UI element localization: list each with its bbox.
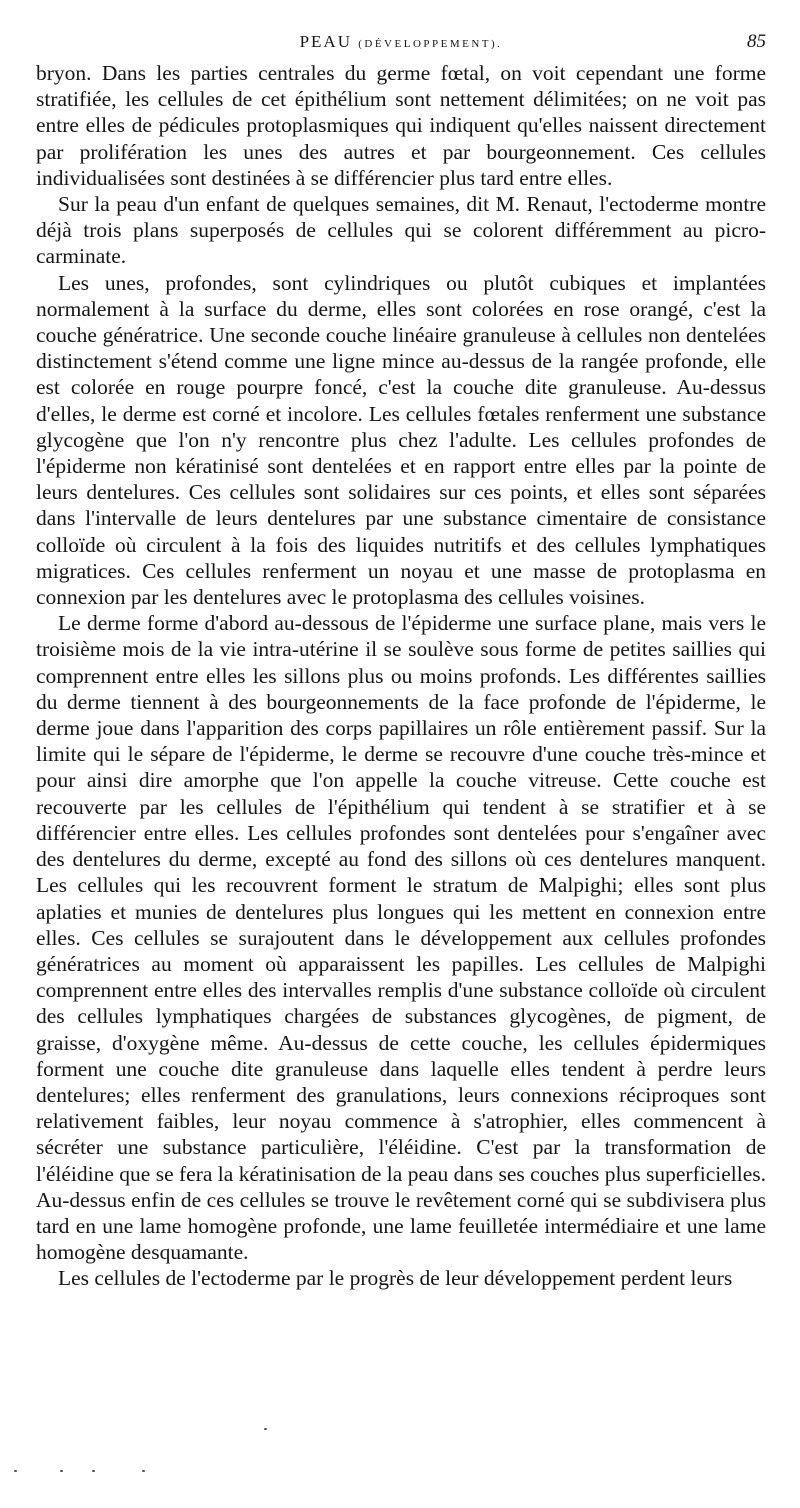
running-title bbox=[36, 32, 766, 52]
paragraph: Sur la peau d'un enfant de quelques semaines, dit M. Renaut, l'ectoderme montre déjà trois plans superposés de cellules qui se colorent différemment au picro-carminate. bbox=[36, 192, 766, 269]
page-number: 85 bbox=[747, 31, 766, 52]
print-speck bbox=[264, 1428, 267, 1430]
print-speck bbox=[92, 1470, 95, 1472]
print-speck bbox=[142, 1470, 145, 1472]
paragraph-continued: bryon. Dans les parties centrales du germe fœtal, on voit cependant une forme stratifiée, les cellules de cet épithélium sont nettement délimitées; on ne voit pas entre elles de pédicules protoplasmiques qui indiquent qu'elles naissent directement par prolifération les unes des autres et par bourgeonnement. Ces cellules individualisées sont destinées à se différencier plus tard entre elles. bbox=[36, 61, 766, 190]
print-speck bbox=[60, 1470, 63, 1472]
paragraph: Les unes, profondes, sont cylindriques ou plutôt cubiques et implantées normalement à la surface du derme, elles sont colorées en rose orangé, c'est la couche génératrice. Une seconde couche linéaire granuleuse à cellules non dentelées distinctement s'étend comme une ligne mince au-dessus de la rangée profonde, elle est colorée en rouge pourpre foncé, c'est la couche dite granuleuse. Au-dessus d'elles, le derme est corné et incolore. Les cellules fœtales renferment une substance glycogène que l'on n'y rencontre plus chez l'adulte. Les cellules profondes de l'épiderme non kératinisé sont dentelées et en rapport entre elles par la pointe de leurs dentelures. Ces cellules sont solidaires sur ces points, et elles sont séparées dans l'intervalle de leurs dentelures par une substance cimentaire de consistance colloïde où circulent à la fois des liquides nutritifs et des cellules lymphatiques migratices. Ces cellules renferment un noyau et une masse de protoplasma en connexion par les dentelures avec le protoplasma des cellules voisines. bbox=[36, 270, 766, 610]
paragraph-last-line: Les cellules de l'ectoderme par le progrès de leur développement perdent leurs bbox=[58, 1266, 733, 1291]
running-title-main: PEAU bbox=[299, 32, 352, 51]
print-speck bbox=[14, 1470, 17, 1472]
paragraph: Le derme forme d'abord au-dessous de l'épiderme une surface plane, mais vers le troisième mois de la vie intra-utérine il se soulève sous forme de petites saillies qui comprennent entre elles les sillons plus ou moins profonds. Les différentes saillies du derme tiennent à des bourgeonnements de la face profonde de l'épiderme, le derme joue dans l'apparition des corps papillaires un rôle entièrement passif. Sur la limite qui le sépare de l'épiderme, le derme se recouvre d'une couche très-mince et pour ainsi dire amorphe que l'on appelle la couche vitreuse. Cette couche est recouverte par les cellules de l'épithélium qui tendent à se stratifier et à se différencier entre elles. Les cellules profondes sont dentelées pour s'engaîner avec des dentelures du derme, excepté au fond des sillons où ces dentelures manquent. Les cellules qui les recouvrent forment le stratum de Malpighi; elles sont plus aplaties et munies de dentelures plus longues qui les mettent en connexion entre elles. Ces cellules se surajoutent dans le développement aux cellules profondes génératrices au moment où apparaissent les papilles. Les cellules de Malpighi comprennent entre elles des intervalles remplis d'une substance colloïde où circulent des cellules lymphatiques chargées de substances glycogènes, de pigment, de graisse, d'oxygène même. Au-dessus de cette couche, les cellules épidermiques forment une couche dite granuleuse dans laquelle elles tendent à perdre leurs dentelures; elles renferment des granulations, leurs connexions réciproques sont relativement faibles, leur noyau commence à s'atrophier, elles commencent à sécréter une substance particulière, l'éléidine. C'est par la transformation de l'éléidine que se fera la kératinisation de la peau dans ses couches plus superficielles. Au-dessus enfin de ces cellules se trouve le revêtement corné qui se subdivisera plus tard en une lame homogène profonde, une lame feuilletée intermédiaire et une lame homogène desquamante. bbox=[36, 611, 766, 1265]
body-text bbox=[36, 60, 766, 1292]
running-title-subtitle: (DÉVELOPPEMENT). bbox=[358, 38, 503, 50]
running-head bbox=[36, 30, 766, 56]
